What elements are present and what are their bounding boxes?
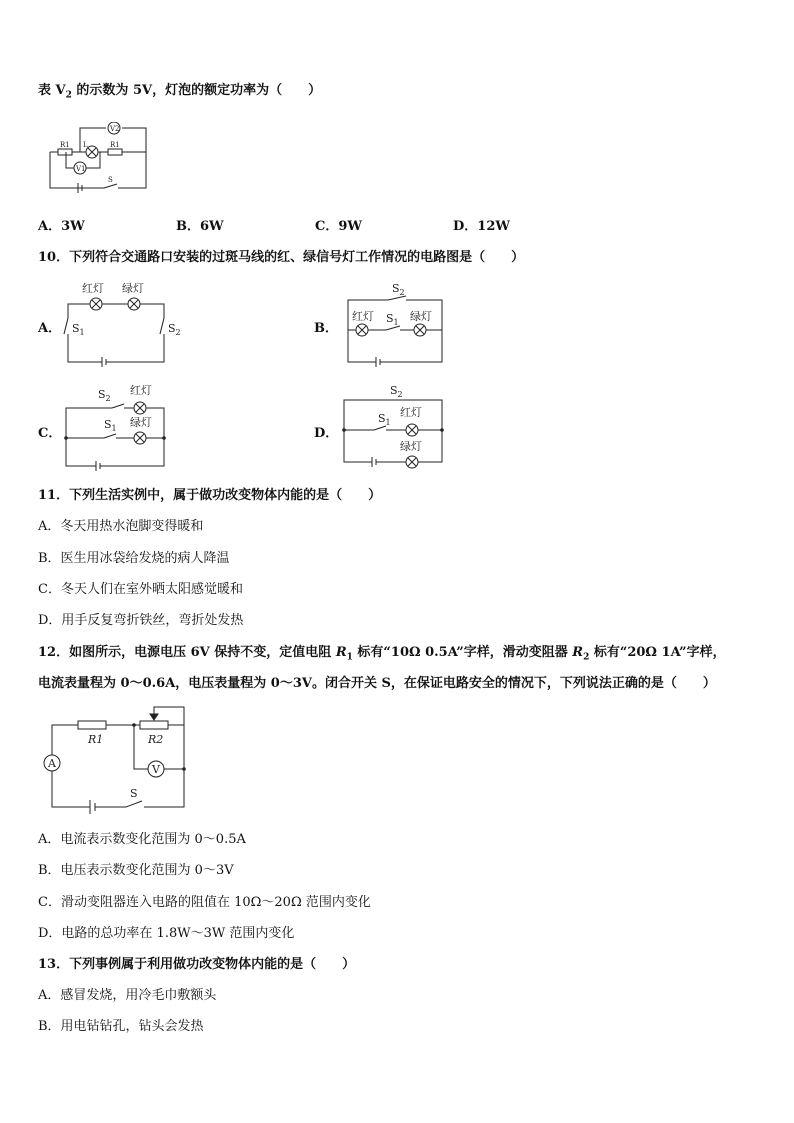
q10-option-c-label[interactable]: C．: [38, 426, 62, 441]
svg-text:S1: $S_1$: [72, 322, 85, 337]
q13-option-a[interactable]: A．感冒发烧，用冷毛巾敷额头: [38, 988, 217, 1003]
q9-option-d[interactable]: D．12W: [453, 219, 510, 234]
q10-option-c-circuit[interactable]: [60, 382, 172, 472]
svg-text:S2: $S_2$: [98, 388, 111, 403]
svg-text:红灯: 红灯: [352, 310, 374, 323]
q10-option-b-label[interactable]: B．: [314, 321, 338, 336]
q13-option-b[interactable]: B．用电钻钻孔，钻头会发热: [38, 1019, 204, 1034]
q10-stem: 10．下列符合交通路口安装的过斑马线的红、绿信号灯工作情况的电路图是（ ）: [38, 250, 525, 265]
q10-option-d-label[interactable]: D．: [314, 426, 339, 441]
svg-text:S1: $S_1$: [386, 312, 399, 327]
q12-stem-line2: 电流表量程为 0～0.6A，电压表量程为 0～3V。闭合开关 S，在保证电路安全的情况下，下列说法正确的是（ ）: [38, 676, 716, 691]
q10-option-a-circuit[interactable]: [58, 276, 182, 372]
svg-text:红灯: 红灯: [400, 406, 422, 419]
q9-lamp-label: L: [83, 141, 88, 149]
q11-option-a[interactable]: A．冬天用热水泡脚变得暖和: [38, 519, 204, 534]
q11-option-d[interactable]: D．用手反复弯折铁丝，弯折处发热: [38, 613, 244, 628]
svg-text:绿灯: 绿灯: [130, 416, 152, 429]
svg-text:红灯: 红灯: [130, 384, 152, 397]
svg-text:S1: $S_1$: [104, 418, 117, 433]
q10-option-a-label[interactable]: A．: [38, 321, 62, 336]
q9-option-c[interactable]: C．9W: [315, 219, 362, 234]
q11-option-c[interactable]: C．冬天人们在室外晒太阳感觉暖和: [38, 582, 243, 597]
q13-stem: 13．下列事例属于利用做功改变物体内能的是（ ）: [38, 957, 356, 972]
q12-option-d[interactable]: D．电路的总功率在 1.8W～3W 范围内变化: [38, 926, 295, 941]
q12-r1-label: R1: [88, 733, 104, 746]
q11-option-b[interactable]: B．医生用冰袋给发烧的病人降温: [38, 551, 230, 566]
q12-option-b[interactable]: B．电压表示数变化范围为 0～3V: [38, 863, 234, 878]
q9-option-b[interactable]: B．6W: [176, 219, 224, 234]
q12-ammeter-label: A: [48, 757, 56, 770]
q9-option-a[interactable]: A．3W: [38, 219, 85, 234]
svg-text:绿灯: 绿灯: [410, 310, 432, 323]
svg-text:S2: $S_2$: [392, 282, 405, 297]
q12-stem-line1: 12．如图所示，电源电压 6V 保持不变，定值电阻 $R_1$ 标有“10Ω 0.5A”字样，滑动变阻器 $R_2$ 标有“20Ω 1A”字样，: [38, 645, 726, 663]
q9-stem: 表 $V_2$ 的示数为 5V，灯泡的额定功率为（ ）: [38, 83, 322, 101]
q12-r2-label: R2: [148, 733, 164, 746]
q9-circuit-diagram: [44, 122, 154, 194]
q12-voltmeter-label: V: [152, 763, 160, 776]
svg-text:S2: $S_2$: [390, 384, 403, 399]
q10-option-d-circuit[interactable]: [338, 382, 450, 472]
q12-option-a[interactable]: A．电流表示数变化范围为 0～0.5A: [38, 832, 246, 847]
svg-text:红灯: 红灯: [82, 282, 104, 295]
q12-option-c[interactable]: C．滑动变阻器连入电路的阻值在 10Ω～20Ω 范围内变化: [38, 895, 371, 910]
q12-switch-label: S: [130, 787, 138, 800]
q10-option-b-circuit[interactable]: [340, 282, 450, 372]
svg-text:S1: $S_1$: [378, 412, 391, 427]
q9-v2-label: V2: [110, 125, 120, 133]
q9-r2-label: R1: [110, 141, 120, 149]
q12-circuit-diagram: [40, 705, 190, 817]
svg-text:S2: $S_2$: [168, 322, 181, 337]
q9-v1-label: V1: [76, 165, 86, 173]
svg-text:绿灯: 绿灯: [400, 440, 422, 453]
svg-text:绿灯: 绿灯: [122, 282, 144, 295]
q11-stem: 11．下列生活实例中，属于做功改变物体内能的是（ ）: [38, 488, 382, 503]
q9-switch-label: S: [108, 176, 113, 184]
q9-r1-label: R1: [60, 141, 70, 149]
